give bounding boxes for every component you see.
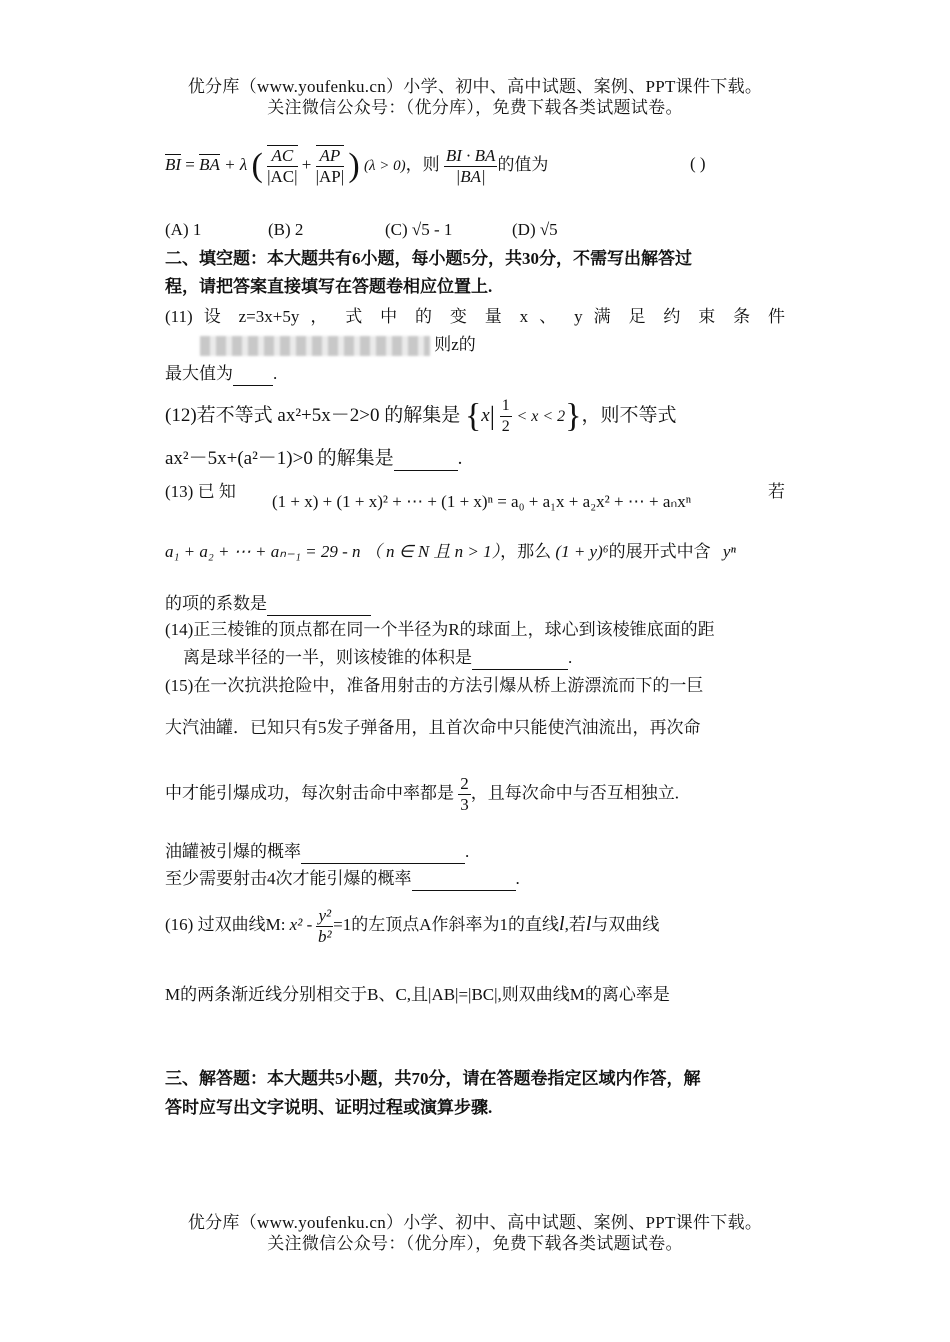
q12-answer-blank: [394, 452, 458, 471]
frac-two-thirds-den: 3: [460, 795, 469, 814]
header-line-1: 优分库（www.youfenku.cn）小学、初中、高中试题、案例、PPT课件下载。: [187, 77, 763, 96]
q14-line1: (14)正三棱锥的顶点都在同一个半径为R的球面上，球心到该棱锥底面的距: [165, 620, 715, 639]
q13-line2-mid: ，那么: [500, 542, 552, 561]
q15-line1: (15)在一次抗洪抢险中，准备用射击的方法引爆从桥上游漂流而下的一巨: [165, 676, 704, 695]
q14-line2: 离是球半径的一半，则该棱锥的体积是 .: [183, 646, 572, 670]
q12-set-rest: < x < 2: [516, 407, 566, 425]
q12-line2: ax²－5x+(a²－1)>0 的解集是 .: [165, 448, 463, 469]
q10-cond: (λ > 0): [364, 157, 406, 174]
q15-answer-blank-2: [412, 872, 516, 891]
frac-half-den: 2: [501, 418, 510, 435]
frac-ap-den: |AP|: [315, 167, 345, 186]
q15-line3: [165, 774, 679, 815]
option-b: (B) 2: [268, 220, 304, 239]
q11-line3: 最大值为 .: [165, 362, 277, 386]
q16-line2: M的两条渐近线分别相交于B、C,且|AB|=|BC|,则双曲线M的离心率是: [165, 985, 670, 1004]
q15-line3-post: ，且每次命中与否互相独立.: [470, 783, 679, 803]
constraint-system-image: [200, 336, 430, 356]
q16-l1: l: [559, 913, 565, 935]
frac-result-num: BI · BA: [445, 145, 496, 165]
q10-plus-lambda: + λ: [219, 154, 248, 174]
q16-tail: 与双曲线: [591, 915, 660, 934]
q13-line2-tail: 的展开式中含: [608, 542, 711, 561]
q13-expr: (1 + x) + (1 + x)² + ⋯ + (1 + x)ⁿ = a₀ + a₁x + a₂x² + ⋯ + aₙxⁿ: [272, 492, 692, 511]
q13-answer-blank: [267, 597, 371, 616]
q16-pre: (16) 过双曲线M:: [165, 915, 286, 934]
q16-eq1: =1: [333, 915, 352, 934]
frac-half: [500, 396, 512, 437]
q10-then: ，则: [405, 154, 440, 174]
q13-line2-cond: （ n ∈ N 且 n > 1）: [364, 542, 501, 561]
q13-line3: [165, 592, 371, 616]
close-paren-icon: ): [348, 147, 360, 184]
q12-post: ，则不等式: [581, 404, 677, 426]
q14-line2-text: 离是球半径的一半，则该棱锥的体积是: [183, 648, 472, 667]
q16-comma: ,若: [564, 915, 586, 934]
q10-plus: +: [301, 154, 316, 174]
frac-ap-num: AP: [316, 145, 345, 167]
frac-half-num: 1: [500, 396, 512, 417]
q15-line2: 大汽油罐．已知只有5发子弹备用，且首次命中只能使汽油流出，再次命: [165, 718, 701, 737]
q16-line1: [165, 903, 659, 947]
open-paren-icon: (: [251, 147, 263, 184]
header-line-2: 关注微信公众号：（优分库），免费下载各类试题试卷。: [267, 98, 683, 117]
q16-mid: 的左顶点A作斜率为1的直线: [351, 915, 560, 934]
frac-b2-den: b²: [318, 926, 332, 946]
q10-eq: =: [181, 154, 200, 174]
q16-l2: l: [585, 913, 592, 935]
q11-mid: 则z的: [434, 335, 476, 354]
vec-ba: BA: [199, 154, 220, 174]
section2-line2: 程，请把答案直接填写在答题卷相应位置上.: [165, 277, 493, 296]
frac-two-thirds: [458, 774, 471, 815]
frac-ap: [316, 145, 345, 187]
q13-line2-expr: a₁ + a₂ + ⋯ + aₙ₋₁ = 29 - n: [165, 542, 361, 561]
frac-ac-num: AC: [267, 145, 297, 167]
vec-bi: BI: [165, 154, 182, 174]
frac-result: [444, 146, 498, 187]
close-brace-icon: }: [565, 397, 582, 435]
q11-line2: [200, 333, 476, 357]
frac-y2-b2: [316, 906, 333, 947]
frac-ac: [267, 145, 297, 187]
option-a: (A) 1: [165, 220, 202, 239]
q11-answer-blank: [233, 367, 273, 386]
footer-line-1: 优分库（www.youfenku.cn）小学、初中、高中试题、案例、PPT课件下载。: [187, 1213, 763, 1232]
section3-line2: 答时应写出文字说明、证明过程或演算步骤.: [165, 1098, 493, 1117]
option-d: (D) √5: [512, 220, 558, 239]
q12-set-x: x: [481, 404, 490, 426]
section2-line1: 二、填空题：本大题共有6小题，每小题5分，共30分，不需写出解答过: [165, 249, 692, 268]
q15-line4: 油罐被引爆的概率 .: [165, 840, 469, 864]
option-c: (C) √5 - 1: [385, 220, 453, 239]
q15-line3-pre: 中才能引爆成功，每次射击命中率都是: [165, 783, 454, 803]
frac-y2-num: y²: [318, 905, 332, 925]
q13-line2: [165, 540, 736, 564]
section3-line1: 三、解答题：本大题共5小题，共70分，请在答题卷指定区域内作答，解: [165, 1069, 701, 1088]
q13-pre: (13) 已 知: [165, 482, 236, 501]
q15-line5-text: 至少需要射击4次才能引爆的概率: [165, 869, 412, 888]
q15-line5: 至少需要射击4次才能引爆的概率 .: [165, 867, 520, 891]
q15-answer-blank-1: [301, 845, 465, 864]
q11-end: 最大值为: [165, 364, 233, 383]
q13-line2-term: (1 + y)⁶: [555, 542, 609, 561]
footer-line-2: 关注微信公众号：（优分库），免费下载各类试题试卷。: [267, 1234, 683, 1253]
q10-tail: 的值为: [497, 154, 549, 174]
frac-two-thirds-num: 2: [460, 774, 469, 793]
q12-line1: [165, 396, 677, 437]
q12-line2-text: ax²－5x+(a²－1)>0 的解集是: [165, 448, 394, 469]
q14-answer-blank: [472, 651, 568, 670]
q11-line1: (11) 设 z=3x+5y ， 式 中 的 变 量 x 、 y 满 足 约 束 条 件: [165, 307, 785, 326]
bar-icon: |: [489, 401, 495, 431]
q13-line3-text: 的项的系数是: [165, 594, 267, 613]
open-brace-icon: {: [464, 397, 482, 435]
q10-formula: [165, 145, 548, 187]
q16-x2: x² -: [289, 915, 313, 934]
q13-ruo: 若: [768, 482, 785, 501]
frac-ac-den: |AC|: [267, 167, 298, 186]
answer-paren: ( ): [690, 154, 706, 173]
frac-result-den: |BA|: [455, 166, 486, 186]
q15-line4-text: 油罐被引爆的概率: [165, 842, 301, 861]
q12-pre: (12)若不等式 ax²+5x－2>0 的解集是: [165, 404, 461, 426]
q13-line2-y: yⁿ: [722, 542, 736, 561]
